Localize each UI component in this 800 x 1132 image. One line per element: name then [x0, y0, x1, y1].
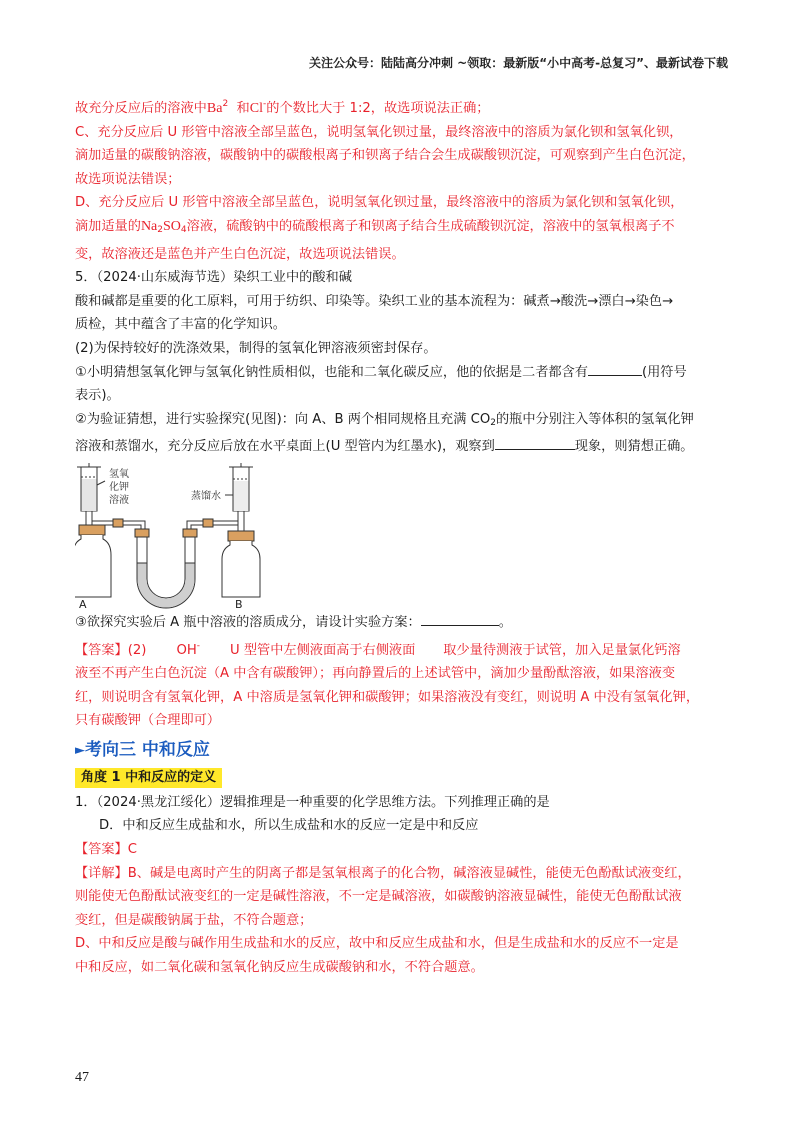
- option-c-line3: 故选项说法错误；: [75, 171, 181, 187]
- section-heading-3: ►考向三 中和反应: [75, 739, 210, 760]
- page-header: 关注公众号：陆陆高分冲刺 ~领取：最新版“小中高考-总复习”、最新试卷下载: [309, 56, 728, 70]
- q1-detail-line1: 【详解】B、碱是电离时产生的阴离子都是氢氧根离子的化合物，碱溶液显碱性，能使无色酚酞试液变红，: [75, 865, 691, 881]
- label-koh-1: 氢氧: [109, 468, 129, 480]
- connecting-tubes: [92, 519, 238, 533]
- bottle-b: [222, 519, 260, 597]
- label-bottle-b: B: [235, 597, 243, 609]
- q5-answer-line1: 【答案】(2) OH- U 型管中左侧液面高于右侧液面 取少量待测液于试管，加入足量氯化钙溶: [75, 640, 681, 658]
- q1-detail-line4: D、中和反应是酸与碱作用生成盐和水的反应，故中和反应生成盐和水，但是生成盐和水的反应不一定是: [75, 936, 679, 952]
- option-d-line2: 滴加适量的$Na_2SO_4$溶液，硫酸钠中的硫酸根离子和钡离子结合生成硫酸钡沉淀，溶液中的氢氧根离子不: [75, 218, 675, 235]
- apparatus-diagram: [75, 463, 335, 609]
- answer-blank-2[interactable]: [495, 437, 575, 450]
- left-syringe: [77, 463, 105, 519]
- q5-item3: ③欲探究实验后 A 瓶中溶液的溶质成分，请设计实验方案： 。: [75, 614, 512, 630]
- q1-detail-line5: 中和反应，如二氧化碳和氢氧化钠反应生成碳酸钠和水，不符合题意。: [75, 960, 484, 976]
- q1-title: 1．（2024·黑龙江绥化）逻辑推理是一种重要的化学思维方法。下列推理正确的是: [75, 794, 550, 810]
- option-d-line3: 变，故溶液还是蓝色并产生白色沉淀，故选项说法错误。: [75, 246, 405, 262]
- q5-item2-line1: ②为验证猜想，进行实验探究(见图)：向 A、B 两个相同规格且充满 $CO_2$的瓶中分别注入等体积的氢氧化钾: [75, 411, 694, 428]
- q5-intro-line2: 质检，其中蕴含了丰富的化学知识。: [75, 317, 286, 333]
- label-water: 蒸馏水: [191, 490, 221, 502]
- q5-item2-line2: 溶液和蒸馏水，充分反应后放在水平桌面上(U 型管内为红墨水)，观察到 现象，则猜想正确。: [75, 439, 694, 455]
- q5-answer-line3: 红，则说明含有氢氧化钾，A 中溶质是氢氧化钾和碳酸钾；如果溶液没有变红，则说明 A 中没有氢氧化钾，: [75, 689, 700, 705]
- label-bottle-a: A: [79, 597, 87, 609]
- label-koh-3: 溶液: [109, 494, 129, 506]
- angle-1-tag: 角度 1 中和反应的定义: [75, 768, 222, 788]
- label-koh-2: 化钾: [109, 481, 129, 493]
- u-tube: [135, 529, 197, 608]
- q5-item1-line1: ①小明猜想氢氧化钾与氢氧化钠性质相似，也能和二氧化碳反应，他的依据是二者都含有 (用符号: [75, 364, 687, 380]
- q1-detail-line3: 变红，但是碳酸钠属于盐，不符合题意；: [75, 912, 313, 928]
- q5-intro-line1: 酸和碱都是重要的化工原料，可用于纺织、印染等。染织工业的基本流程为：碱煮→酸洗→漂白→染色→: [75, 293, 674, 309]
- q5-part2: (2)为保持较好的洗涤效果，制得的氢氧化钾溶液须密封保存。: [75, 340, 437, 356]
- page-content: [75, 93, 725, 980]
- q5-answer-line2: 液至不再产生白色沉淀（A 中含有碳酸钾）；再向静置后的上述试管中，滴加少量酚酞溶液，如果溶液变: [75, 666, 676, 682]
- q1-detail-line2: 则能使无色酚酞试液变红的一定是碱性溶液，不一定是碱溶液，如碳酸钠溶液显碱性，能使无色酚酞试液: [75, 889, 682, 905]
- q1-option-d: D．中和反应生成盐和水，所以生成盐和水的反应一定是中和反应: [99, 818, 479, 834]
- q5-item1-line2: 表示)。: [75, 388, 120, 404]
- prev-answer-line1: 故充分反应后的溶液中Ba$^2$ 和Cl-的个数比大于 1:2，故选项说法正确；: [75, 99, 490, 116]
- q1-answer: 【答案】C: [75, 842, 137, 858]
- option-c-line1: C、充分反应后 U 形管中溶液全部呈蓝色，说明氢氧化钡过量，最终溶液中的溶质为氯化钡和氢氧化钡，: [75, 124, 683, 140]
- page-number: 47: [75, 1070, 89, 1085]
- option-d-line1: D、充分反应后 U 形管中溶液全部呈蓝色，说明氢氧化钡过量，最终溶液中的溶质为氯化钡和氢氧化钡，: [75, 195, 684, 211]
- right-syringe: [225, 463, 253, 519]
- option-c-line2: 滴加适量的碳酸钠溶液，碳酸钠中的碳酸根离子和钡离子结合会生成碳酸钡沉淀，可观察到产生白色沉淀，: [75, 148, 695, 164]
- q5-title: 5．（2024·山东威海节选）染织工业中的酸和碱: [75, 270, 352, 286]
- bottle-a: [75, 519, 111, 597]
- q5-answer-line4: 只有碳酸钾（合理即可）: [75, 713, 221, 729]
- triangle-icon: ►: [75, 742, 85, 758]
- experiment-figure: [75, 463, 725, 609]
- answer-blank-3[interactable]: [421, 613, 499, 626]
- answer-blank-1[interactable]: [588, 363, 642, 376]
